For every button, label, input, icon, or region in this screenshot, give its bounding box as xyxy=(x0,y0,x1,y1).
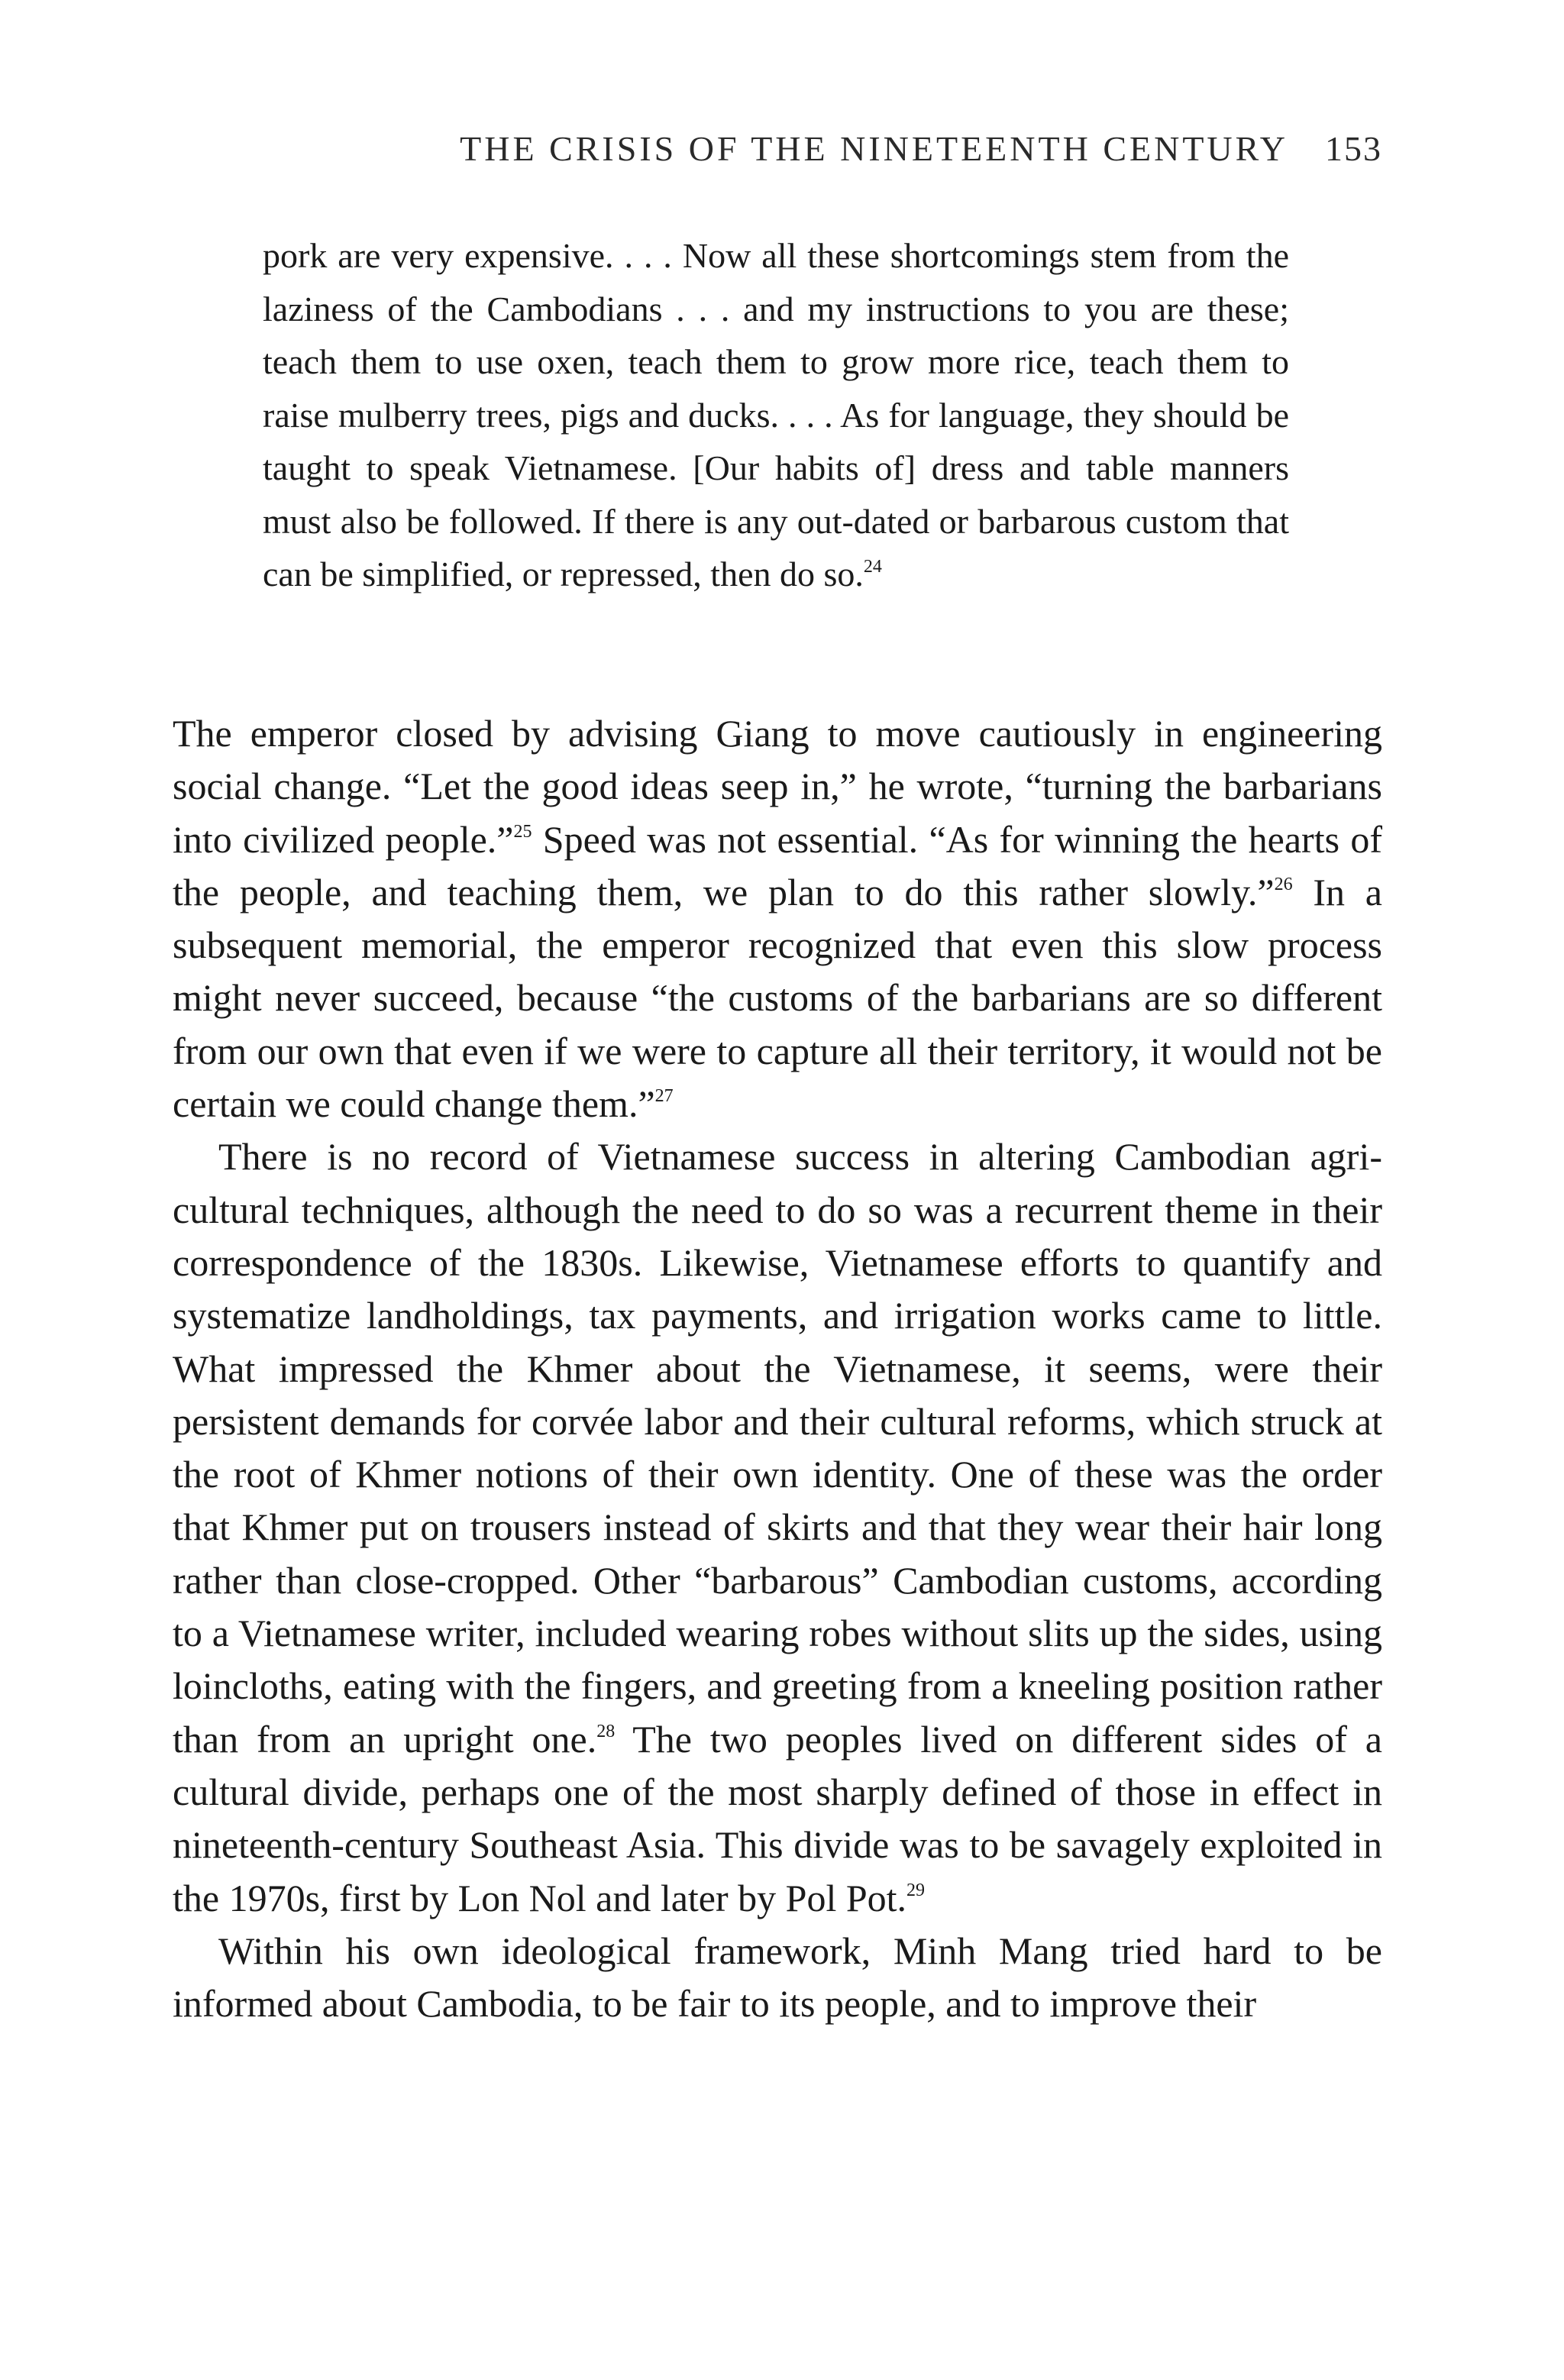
paragraph-segment: Speed was not essential. “As for winning the hearts of the people, and teaching them, we plan to do this rather slowly.” xyxy=(173,817,1382,914)
footnote-ref: 29 xyxy=(906,1880,926,1900)
footnote-ref: 27 xyxy=(654,1086,674,1107)
paragraph xyxy=(173,707,1382,1130)
paragraph-segment: There is no record of Vietnamese success in altering Cambodian agricultural techniques, although the need to do so was a recurrent theme in their correspondence of the 1830s. Likewise, Vietnamese efforts to quantify and systematize landholdings, tax payments, and irrigation works came to little. What impressed the Khmer about the Vietnamese, it seems, were their persistent demands for corvée labor and their cultural reforms, which struck at the root of Khmer notions of their own identity. One of these was the order that Khmer put on trousers instead of skirts and that they wear their hair long rather than close-cropped. Other “barbarous” Cambodian customs, according to a Vietnamese writer, included wearing robes without slits up the sides, using loincloths, eating with the fingers, and greeting from a kneeling position rather than from an upright one. xyxy=(173,1135,1382,1761)
footnote-ref: 26 xyxy=(1274,875,1293,895)
block-quote-body: pork are very expensive. . . . Now all these shortcomings stem from the laziness of the Cambodians . . . and my instructions to you are these; teach them to use oxen, teach them to grow more rice, teach them to raise mulberry trees, pigs and ducks. . . . As for language, they should be taught to speak Vietnamese. [Our habits of] dress and table manners must also be followed. If there is any out-dated or barbarous custom that can be simplified, or repressed, then do so. xyxy=(263,236,1289,593)
running-title: THE CRISIS OF THE NINETEENTH CENTURY xyxy=(460,129,1288,168)
paragraph-segment: The emperor closed by advising Giang to move cautiously in engineering social change. “Let the good ideas seep in,” he wrote, “turning the barbarians into civilized people.” xyxy=(173,712,1382,861)
footnote-ref: 28 xyxy=(596,1721,616,1741)
page-number: 153 xyxy=(1325,129,1382,168)
footnote-ref: 24 xyxy=(863,556,882,577)
paragraph xyxy=(173,1925,1382,2031)
block-quote-text xyxy=(263,229,1289,601)
block-quote xyxy=(263,229,1289,601)
paragraph-segment: The two peoples lived on different sides of a cultural divide, perhaps one of the most sharply defined of those in effect in nineteenth-century Southeast Asia. This divide was to be savagely exploited in the 1970s, first by Lon Nol and later by Pol Pot. xyxy=(173,1717,1382,1919)
paragraph-segment: In a subsequent memorial, the emperor recognized that even this slow process might never succeed, because “the customs of the barbarians are so different from our own that even if we were to capture all their territory, it would not be certain we could change them.” xyxy=(173,870,1383,1126)
body-text xyxy=(173,707,1382,2030)
paragraph-segment: Within his own ideological framework, Minh Mang tried hard to be informed about Cambodia, to be fair to its people, and to improve their xyxy=(173,1929,1382,2026)
footnote-ref: 25 xyxy=(513,821,532,842)
paragraph xyxy=(173,1130,1382,1924)
running-head xyxy=(345,128,1382,169)
